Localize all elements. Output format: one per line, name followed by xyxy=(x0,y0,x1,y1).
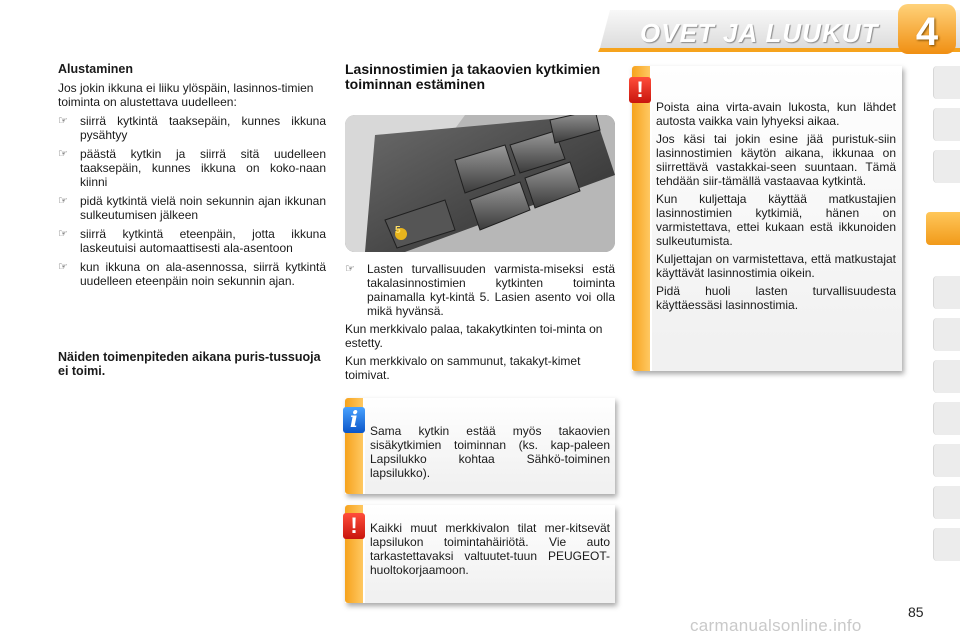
list-item: ☞ siirrä kytkintä taaksepäin, kunnes ikkuna pysähtyy xyxy=(58,114,326,142)
paragraph: Kun merkkivalo on sammunut, takakyt-kimet toimivat. xyxy=(345,354,581,382)
warning-text: Kaikki muut merkkivalon tilat mer-kitsevät lapsilukon toimintahäiriötä. Vie auto tarkastettavaksi valtuutet-tuun PEUGEOT-huoltokorjaamoon. xyxy=(370,521,610,577)
list-item: ☞ siirrä kytkintä eteenpäin, jotta ikkuna laskeutuisi automaattisesti ala-asentoon xyxy=(58,227,326,255)
info-text: Sama kytkin estää myös takaovien sisäkytkimien toiminnan (ks. kap-paleen Lapsilukko kohtaa Sähkö-toiminen lapsilukko). xyxy=(370,424,610,480)
middle-bullet-list xyxy=(345,262,615,318)
list-item: ☞ kun ikkuna on ala-asennossa, siirrä kytkintä uudelleen eteenpäin noin sekunnin ajan. xyxy=(58,260,326,288)
page-title: OVET JA LUUKUT xyxy=(640,18,879,48)
pointing-hand-icon: ☞ xyxy=(58,115,68,127)
bold-warning-text: Näiden toimenpiteden aikana puris-tussuoja ei toimi. xyxy=(58,350,321,378)
warning-icon: ! xyxy=(343,513,365,539)
pointing-hand-icon: ☞ xyxy=(58,228,68,240)
chapter-tab[interactable] xyxy=(933,444,960,477)
info-icon: i xyxy=(343,407,365,433)
section-title: Lasinnostimien ja takaovien kytkimien toiminnan estäminen xyxy=(345,61,601,92)
paragraph: Kuljettajan on varmistettava, että matkustajat käyttävät lasinnostimia oikein. xyxy=(656,252,896,280)
chapter-tab[interactable] xyxy=(933,528,960,561)
intro-text: Jos jokin ikkuna ei liiku ylöspäin, lasinnos-timien toiminta on alustettava uudelleen: xyxy=(58,81,314,109)
switch-label-5: 5 xyxy=(395,225,401,236)
steps-list xyxy=(58,114,326,288)
switch-panel-illustration xyxy=(345,115,615,252)
chapter-tab[interactable] xyxy=(933,360,960,393)
left-column xyxy=(58,62,326,293)
list-item: ☞ päästä kytkin ja siirrä sitä uudelleen taaksepäin, kunnes ikkuna on koko-naan kiinni xyxy=(58,147,326,189)
chapter-number-badge: 4 xyxy=(915,10,939,54)
chapter-tabs xyxy=(932,66,960,578)
pointing-hand-icon: ☞ xyxy=(345,263,355,275)
box-accent-stripe xyxy=(632,66,650,371)
chapter-tab[interactable] xyxy=(933,402,960,435)
paragraph: Poista aina virta-avain lukosta, kun lähdet autosta vaikka vain lyhyeksi aikaa. xyxy=(656,100,896,128)
middle-text xyxy=(345,262,615,386)
paragraph: Kun kuljettaja käyttää matkustajien lasinnostimien kytkimiä, hänen on varmistettava, ettei kukaan estä ikkunoiden sulkeutumista. xyxy=(656,192,896,248)
warning-text xyxy=(656,100,896,316)
paragraph: Pidä huoli lasten turvallisuudesta käyttäessäsi lasinnostimia. xyxy=(656,284,896,312)
pointing-hand-icon: ☞ xyxy=(58,148,68,160)
window-switch-photo xyxy=(345,115,615,252)
pointing-hand-icon: ☞ xyxy=(58,195,68,207)
chapter-tab[interactable] xyxy=(933,276,960,309)
list-item: ☞ pidä kytkintä vielä noin sekunnin ajan ikkunan sulkeutumisen jälkeen xyxy=(58,194,326,222)
chapter-tab[interactable] xyxy=(933,108,960,141)
pointing-hand-icon: ☞ xyxy=(58,261,68,273)
warning-box-bottom xyxy=(345,505,615,603)
chapter-tab[interactable] xyxy=(933,486,960,519)
list-item: ☞ Lasten turvallisuuden varmista-miseksi estä takalasinnostimien kytkinten toiminta painamalla kyt-kintä 5. Lasien asento voi olla mikä hyvänsä. xyxy=(345,262,615,318)
warning-box-right xyxy=(632,66,902,371)
chapter-tab[interactable] xyxy=(933,150,960,183)
paragraph: Kun merkkivalo palaa, takakytkinten toi-minta on estetty. xyxy=(345,322,603,350)
chapter-tab[interactable] xyxy=(933,318,960,351)
warning-icon: ! xyxy=(629,77,651,103)
watermark: carmanualsonline.info xyxy=(690,616,862,635)
section-heading: Alustaminen xyxy=(58,62,134,76)
paragraph: Jos käsi tai jokin esine jää puristuk-siin lasinnostimien käytön aikana, ikkunaa on siirrettävä vastakkai-seen suuntaan. Tämä tehdään siir-tämällä vastaavaa kytkintä. xyxy=(656,132,896,188)
chapter-tab[interactable] xyxy=(933,66,960,99)
info-box xyxy=(345,398,615,494)
chapter-tab-active[interactable] xyxy=(926,212,960,245)
page-number: 85 xyxy=(908,604,924,620)
